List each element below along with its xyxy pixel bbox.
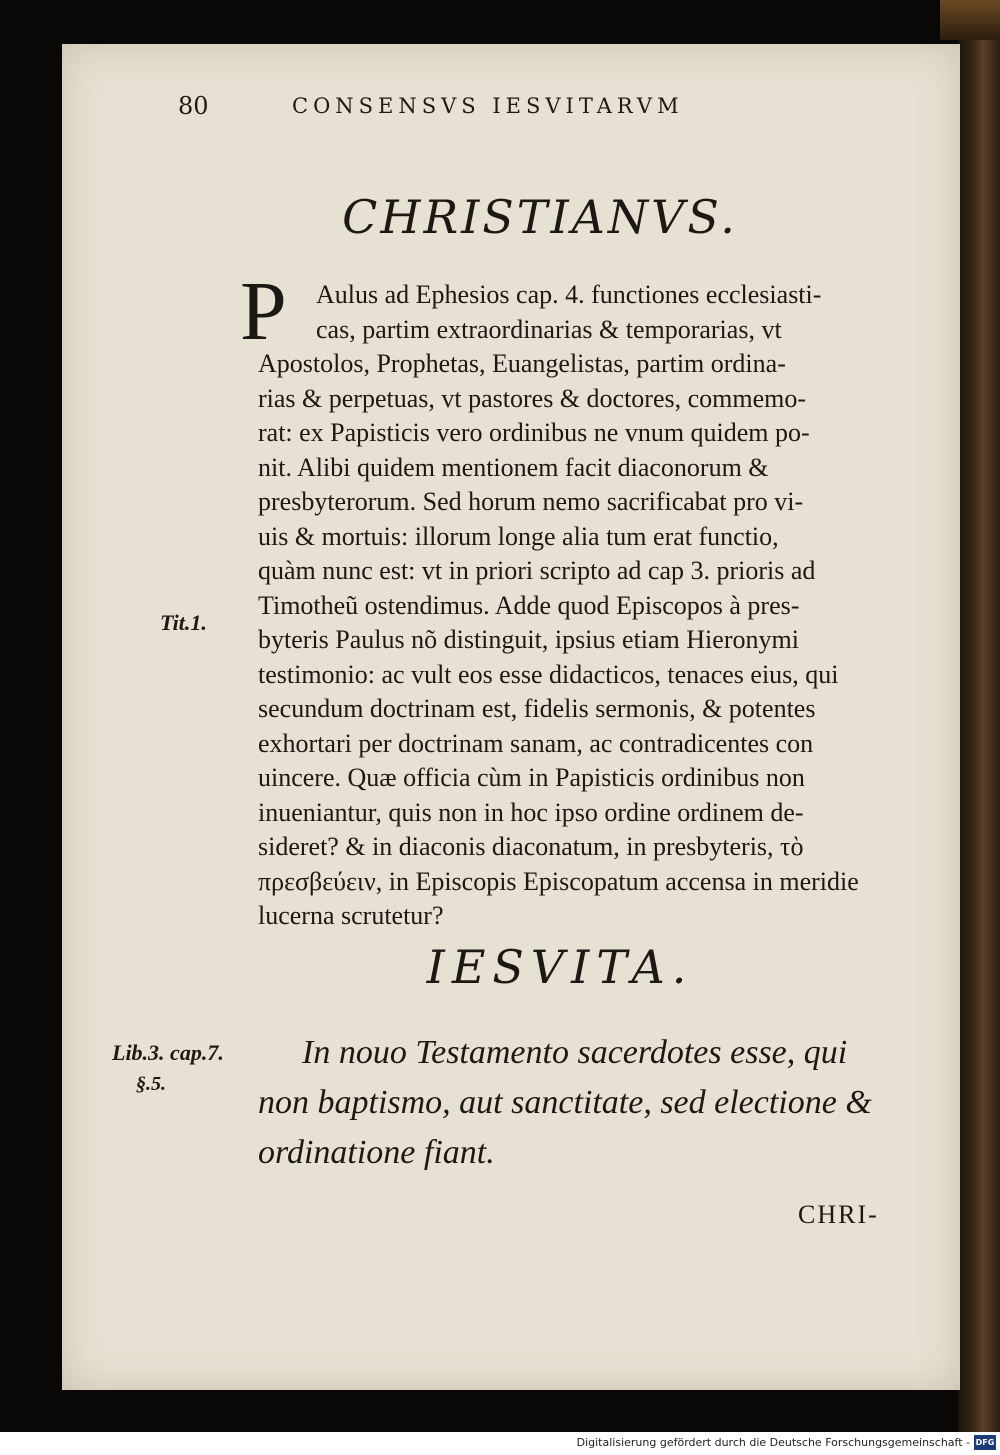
body-line: secundum doctrinam est, fidelis sermonis, & potentes [258, 694, 816, 723]
footer-bar [0, 1432, 1000, 1455]
margin-note-section: §.5. [136, 1073, 166, 1095]
body-line: nit. Alibi quidem mentionem facit diaconorum & [258, 452, 769, 482]
body-line: Aulus ad Ephesios cap. 4. functiones ecclesiasti- [316, 280, 822, 309]
quote-line: non baptismo, aut sanctitate, sed electione & [258, 1084, 872, 1121]
body-line: exhortari per doctrinam sanam, ac contradicentes con [258, 728, 814, 758]
section-title-iesuita: IESVITA. [426, 940, 694, 994]
page-number: 80 [178, 92, 209, 120]
section-title-christianus: CHRISTIANVS. [342, 190, 738, 244]
running-title: CONSENSVS IESVITARVM [292, 94, 684, 118]
body-line: presbyterorum. Sed horum nemo sacrificabat pro vi- [258, 487, 804, 516]
body-line: quàm nunc est: vt in priori scripto ad cap 3. prioris ad [258, 556, 816, 585]
iesuita-quote [258, 1028, 918, 1178]
body-line: inueniantur, quis non in hoc ipso ordine ordinem de- [258, 797, 804, 827]
running-head [178, 92, 808, 128]
body-paragraph [258, 278, 908, 934]
funding-credit: Digitalisierung gefördert durch die Deutsche Forschungsgemeinschaft - [576, 1436, 970, 1449]
body-line: rat: ex Papisticis vero ordinibus ne vnum quidem po- [258, 418, 810, 447]
body-line: byteris Paulus nõ distinguit, ipsius etiam Hieronymi [258, 625, 799, 654]
quote-line: ordinatione fiant. [258, 1134, 495, 1171]
margin-note-lib: Lib.3. cap.7. [112, 1040, 224, 1065]
book-spine-top [940, 0, 1000, 40]
body-line: πρεσβεύειν, in Episcopis Episcopatum accensa in meridie [258, 866, 859, 896]
catchword: CHRI- [798, 1200, 879, 1229]
body-line: cas, partim extraordinarias & temporarias, vt [316, 314, 782, 344]
quote-line: In nouo Testamento sacerdotes esse, qui [302, 1034, 848, 1071]
body-line: Apostolos, Prophetas, Euangelistas, partim ordina- [258, 349, 786, 378]
body-line: sideret? & in diaconis diaconatum, in presbyteris, τὸ [258, 832, 804, 861]
margin-note-tit: Tit.1. [160, 610, 207, 635]
body-line: uis & mortuis: illorum longe alia tum erat functio, [258, 521, 779, 551]
body-line: rias & perpetuas, vt pastores & doctores, commemo- [258, 383, 807, 413]
body-line: Timotheũ ostendimus. Adde quod Episcopos à pres- [258, 590, 800, 620]
drop-cap: P [240, 265, 287, 358]
dfg-logo: DFG [974, 1435, 996, 1450]
body-line: lucerna scrutetur? [258, 901, 444, 930]
body-line: testimonio: ac vult eos esse didacticos, tenaces eius, qui [258, 659, 839, 689]
body-line: uincere. Quæ officia cùm in Papisticis ordinibus non [258, 763, 805, 792]
book-spine [958, 0, 1000, 1432]
